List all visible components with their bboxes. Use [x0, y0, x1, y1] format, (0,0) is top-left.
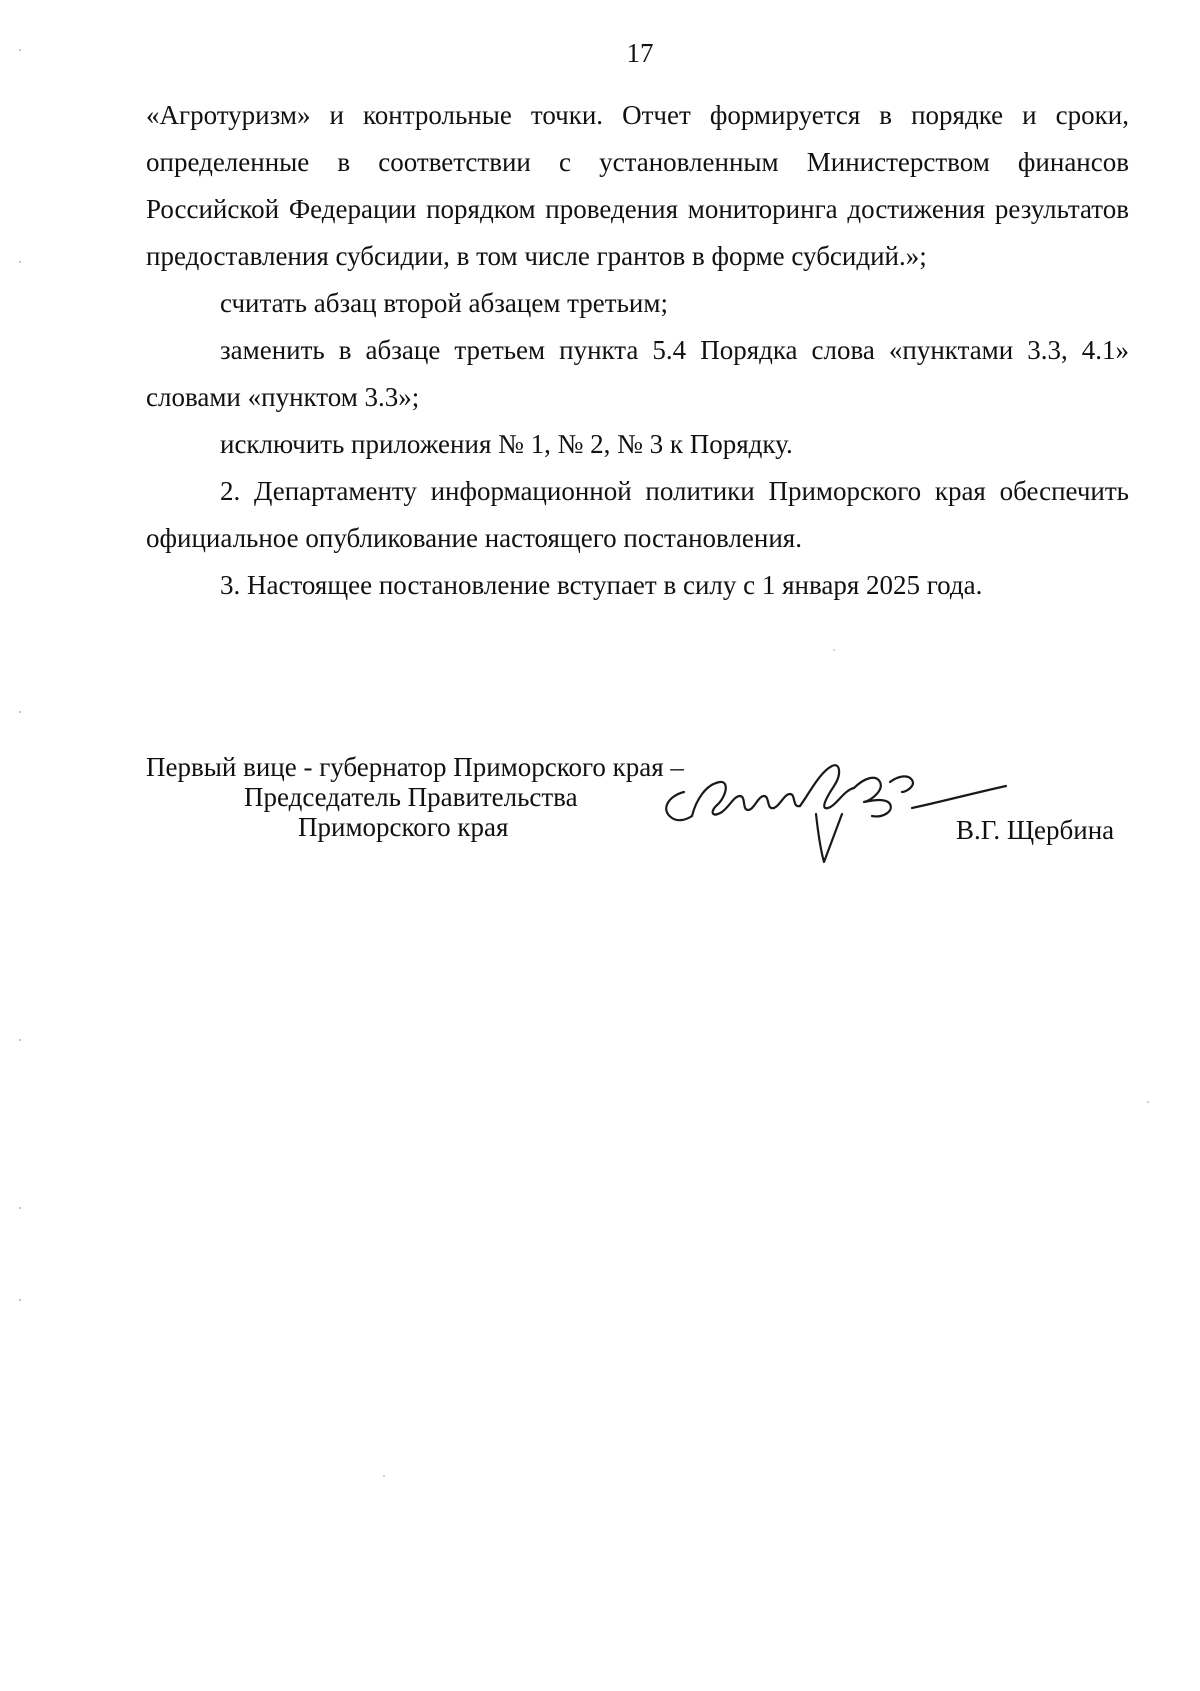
signatory-position-line-2: Председатель Правительства: [244, 782, 578, 812]
paragraph-publication-clause: 2. Департаменту информационной политики Приморского края обеспечить официальное опубликование настоящего постановления.: [146, 476, 1129, 553]
document-body: [146, 92, 1129, 609]
page-number: 17: [626, 38, 654, 68]
signatory-name: В.Г. Щербина: [956, 815, 1115, 845]
paragraph-exclude-appendices-clause: исключить приложения № 1, № 2, № 3 к Порядку.: [220, 429, 793, 459]
signatory-position-line-1: Первый вице - губернатор Приморского края –: [146, 752, 684, 782]
signatory-position-line-3: Приморского края: [298, 812, 509, 842]
paragraph-renumber-clause: считать абзац второй абзацем третьим;: [220, 288, 668, 318]
paragraph-replace-words-clause: заменить в абзаце третьем пункта 5.4 Порядка слова «пунктами 3.3, 4.1» словами «пунктом 3.3»;: [146, 335, 1129, 412]
handwritten-signature: [650, 752, 1010, 872]
paragraph-continuation: «Агротуризм» и контрольные точки. Отчет формируется в порядке и сроки, определенные в соответствии с установленным Министерством финансов Российской Федерации порядком проведения мониторинга достижения результатов предоставления субсидии, в том числе грантов в форме субсидий.»;: [146, 100, 1129, 271]
paragraph-effective-date-clause: 3. Настоящее постановление вступает в силу с 1 января 2025 года.: [220, 570, 983, 600]
